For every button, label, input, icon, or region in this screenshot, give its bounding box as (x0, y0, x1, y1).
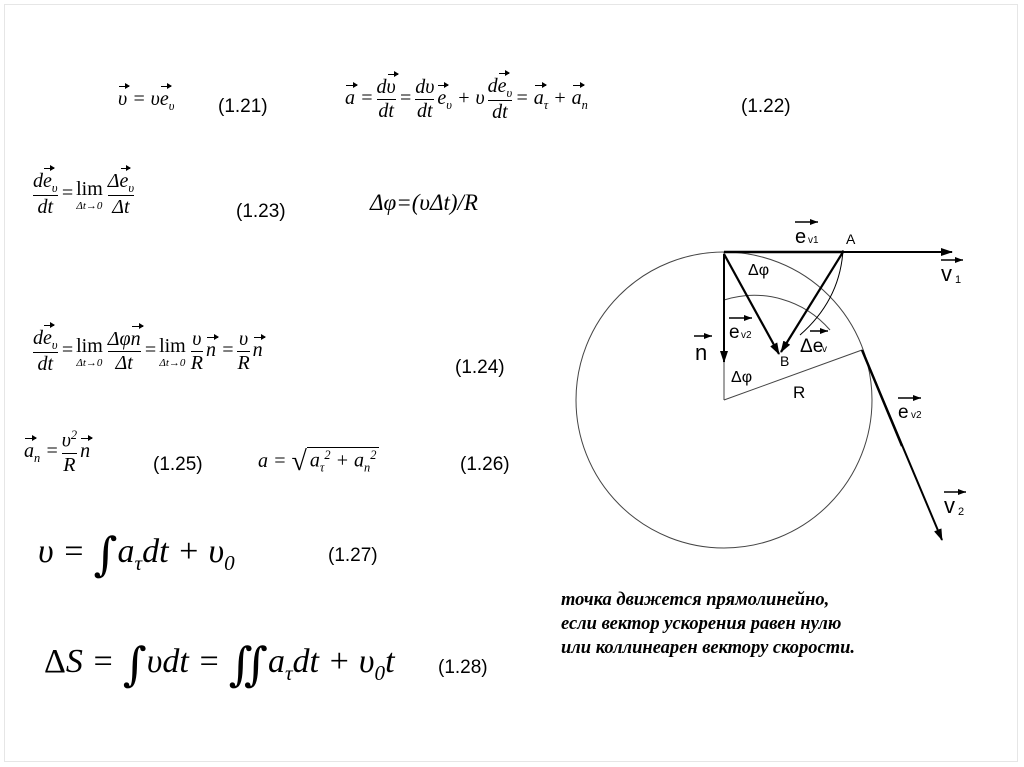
equation-number-1-22: (1.22) (741, 96, 791, 117)
label-A: A (846, 231, 856, 247)
svg-text:v: v (944, 493, 955, 518)
svg-text:v1: v1 (808, 235, 819, 246)
label-v1 (941, 260, 963, 286)
note-line-3: или коллинеарен вектору скорости. (561, 638, 856, 658)
equation-number-1-28: (1.28) (438, 657, 488, 678)
equation-1-24: $\frac{de_\upsilon}{dt}$ = lim Δt→0 $\frac{\text{Δφn}}{\Delta t}$ = lim Δt→0 $\frac{\upsilon}{R}$ n = $\frac{\upsilon}{R}$ n (33, 327, 263, 376)
label-R: R (793, 383, 806, 402)
label-e-v2 (729, 318, 752, 343)
equation-number-1-21: (1.21) (218, 96, 268, 117)
label-B: B (780, 353, 790, 369)
svg-text:v: v (941, 261, 952, 286)
svg-text:e: e (795, 226, 807, 248)
equation-number-1-23: (1.23) (236, 201, 286, 222)
svg-text:2: 2 (958, 506, 965, 518)
svg-text:e: e (729, 322, 740, 343)
equation-1-23: $\frac{de_\upsilon}{dt}$ = lim Δt→0 $\frac{\Delta e_\upsilon}{\Delta t}$ (33, 170, 135, 219)
label-e-v2-out (898, 398, 922, 423)
equation-1-21: $\upsilon = \upsilon e_\upsilon$ (118, 88, 175, 113)
equation-1-26: a = √ $a_\tau^2 + a_n^2$ (258, 446, 379, 478)
svg-text:v: v (822, 344, 827, 355)
svg-text:Δe: Δe (800, 336, 824, 357)
label-e-v1 (795, 222, 819, 248)
equation-number-1-24: (1.24) (455, 357, 505, 378)
e-v2-out-arrow (862, 350, 902, 446)
label-delta-phi-bottom: Δφ (731, 369, 753, 386)
svg-text:e: e (898, 402, 909, 423)
svg-text:n: n (695, 340, 708, 365)
note-line-1: точка движется прямолинейно, (561, 590, 830, 610)
label-v2 (944, 492, 966, 518)
svg-text:1: 1 (955, 274, 962, 286)
equation-1-25: $a_n$ = $\frac{\upsilon^2}{R}$ n (24, 428, 91, 476)
svg-text:v2: v2 (741, 330, 752, 341)
label-delta-phi-top: Δφ (748, 262, 770, 279)
label-n (694, 336, 712, 365)
equation-1-27: $\upsilon = \int a_\tau dt + \upsilon_0$ (38, 527, 235, 581)
equation-number-1-27: (1.27) (328, 545, 378, 566)
note-text (561, 588, 855, 660)
circular-motion-diagram (560, 200, 1000, 550)
equation-1-28: $\Delta S = \int\upsilon dt = ∬a_\tau dt + \upsilon_0t$ (44, 637, 395, 691)
note-line-2: если вектор ускорения равен нулю (561, 614, 842, 634)
equation-number-1-26: (1.26) (460, 454, 510, 475)
svg-text:v2: v2 (911, 410, 922, 421)
equation-1-22: a = $\frac{d\upsilon}{dt}$ = $\frac{d\upsilon}{dt}$ $e_\upsilon + \upsilon$ $\frac{de_\upsilon}{dt}$ = $a_\tau + a_n$ (345, 75, 588, 124)
delta-phi-formula: Δφ=(υΔt)/R (370, 190, 478, 215)
label-delta-e-v (800, 331, 828, 357)
equation-number-1-25: (1.25) (153, 454, 203, 475)
